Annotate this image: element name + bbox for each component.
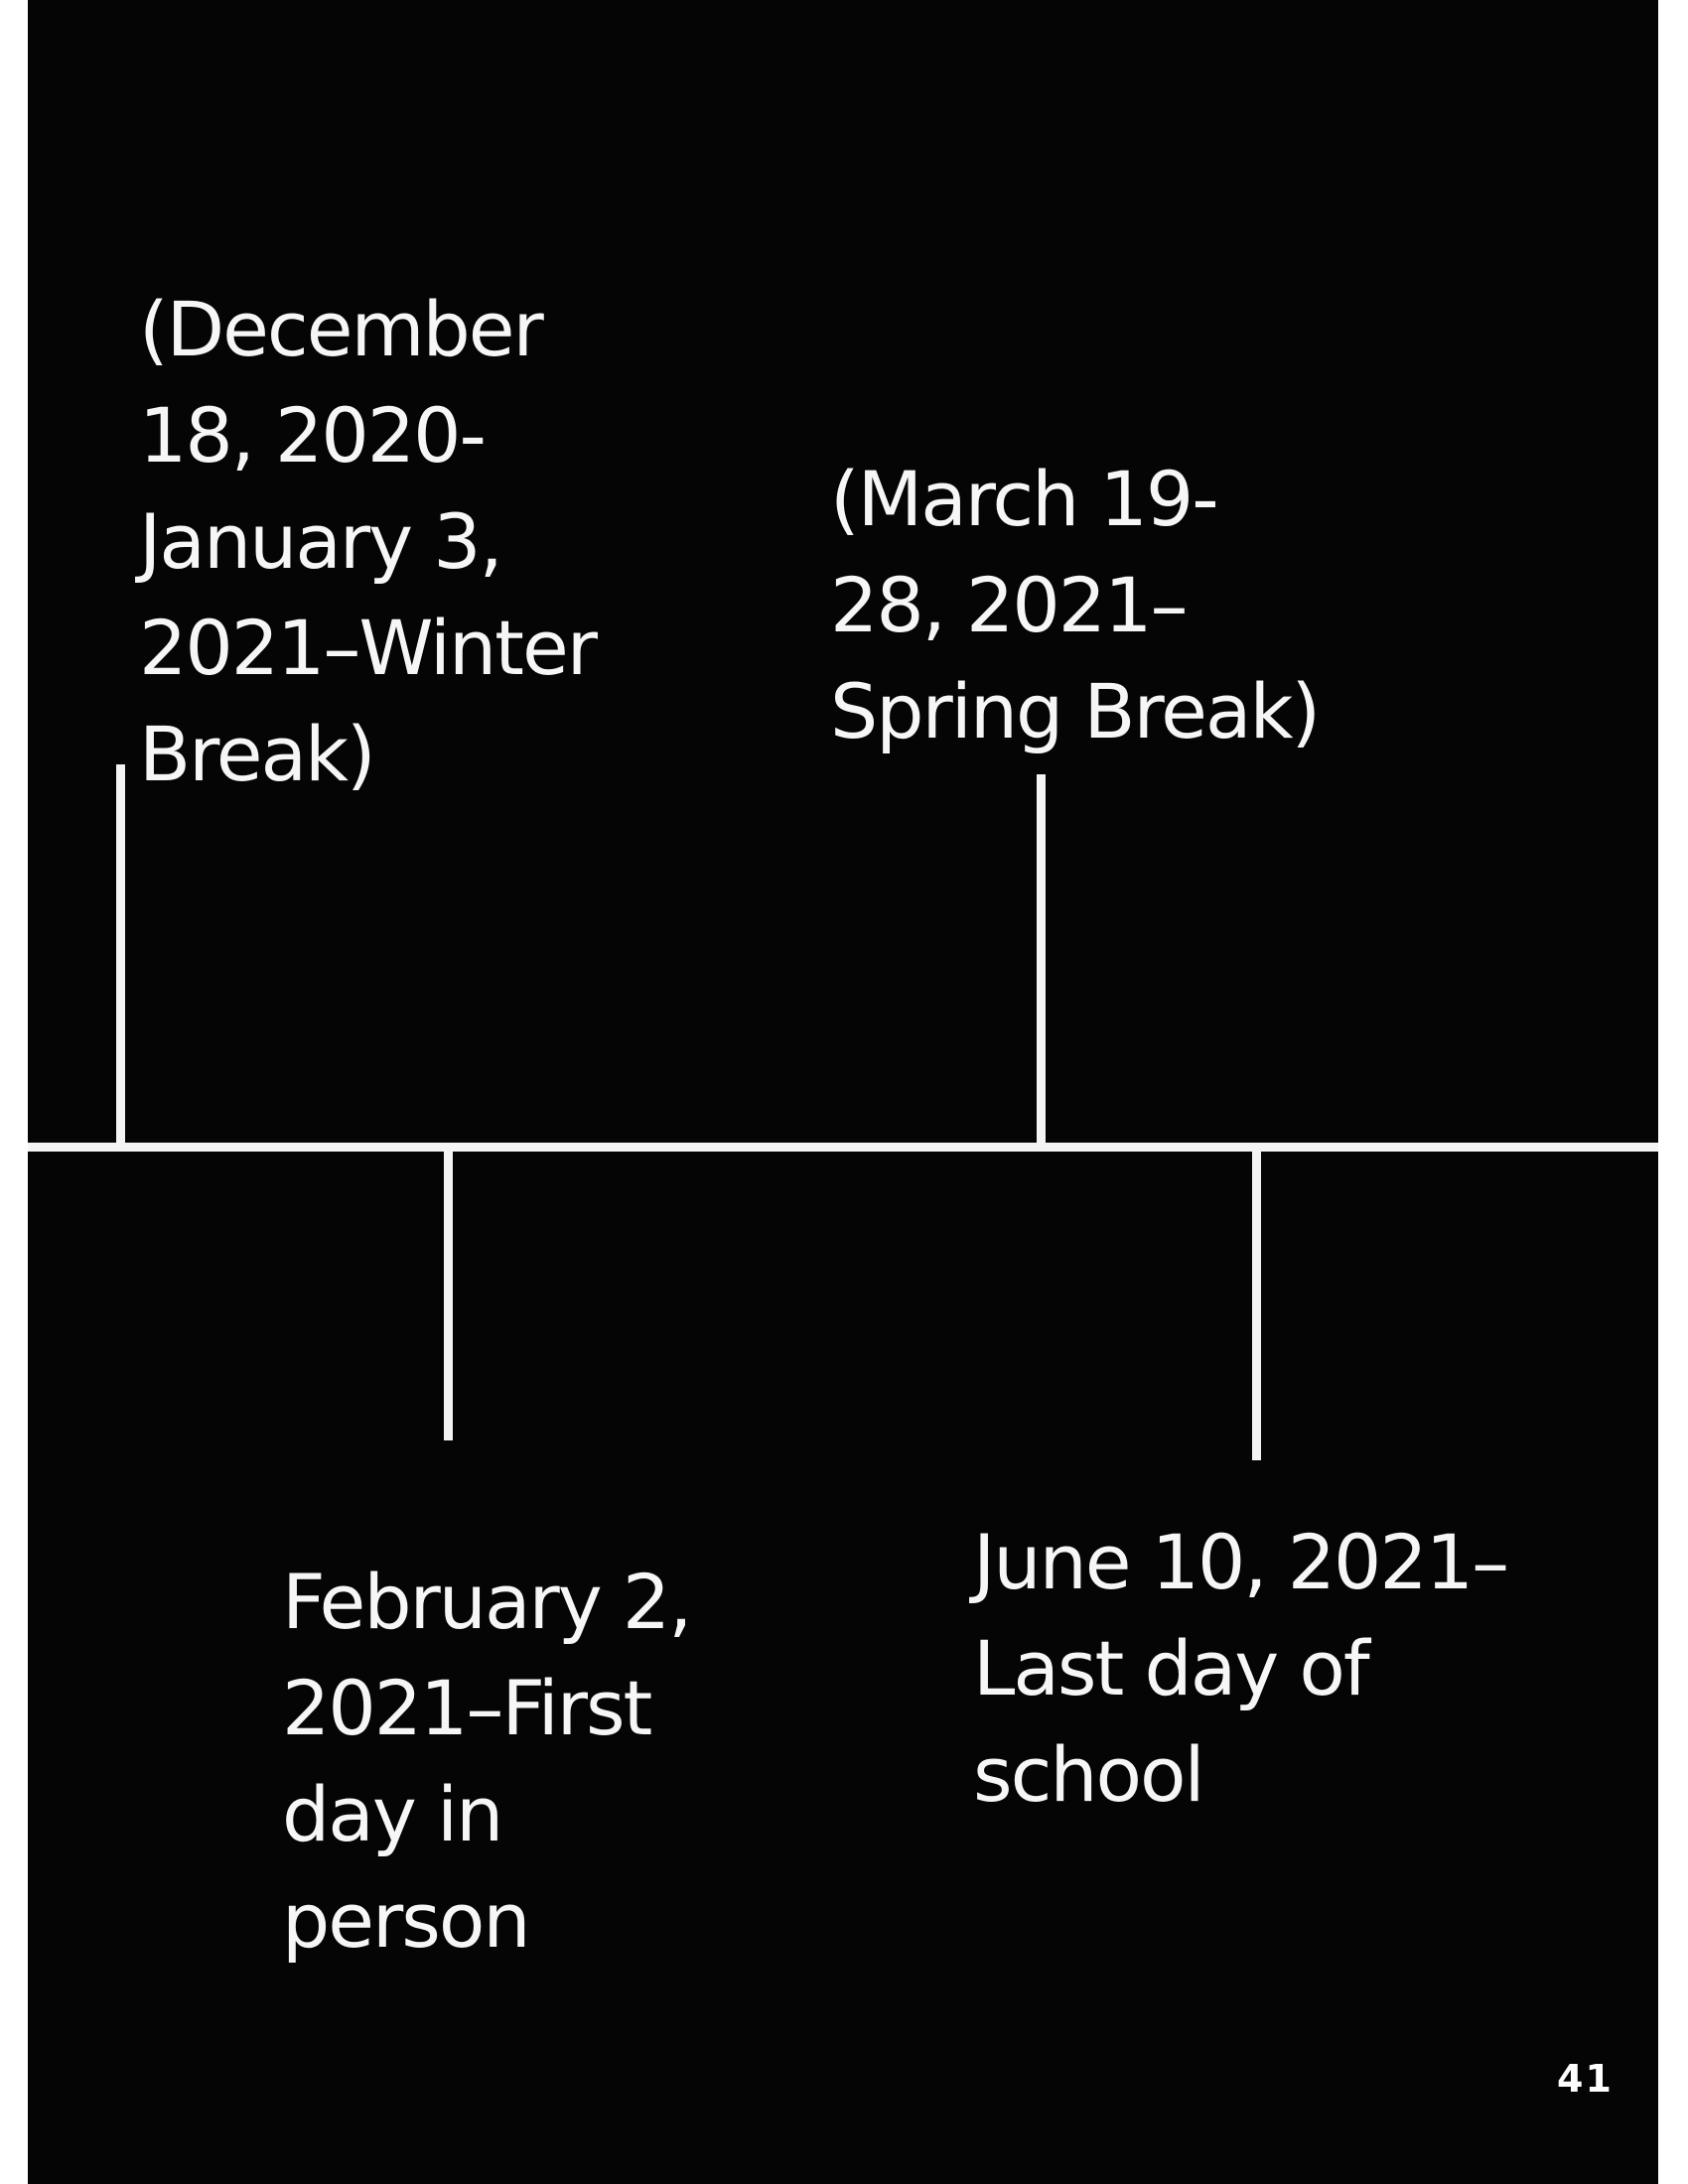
timeline-axis — [28, 1143, 1658, 1152]
timeline-tick-last-day-of-school — [1252, 1143, 1261, 1460]
event-label-line: school — [973, 1730, 1203, 1819]
event-label-line: Spring Break) — [830, 667, 1320, 755]
event-label-line: Last day of — [973, 1624, 1368, 1712]
event-label-first-day-in-person — [282, 1549, 690, 1974]
timeline-tick-first-day-in-person — [444, 1143, 453, 1440]
event-label-line: February 2, — [282, 1558, 691, 1646]
event-label-line: (March 19- — [830, 455, 1217, 543]
page-number: 41 — [1557, 2057, 1614, 2101]
event-label-line: 2021–Winter — [139, 604, 596, 692]
event-label-line: January 3, — [139, 497, 501, 586]
event-label-line: (December — [139, 285, 542, 373]
event-label-line: June 10, 2021– — [973, 1518, 1508, 1606]
event-label-line: Break) — [139, 710, 374, 798]
yearbook-page — [28, 0, 1658, 2184]
event-label-winter-break — [139, 276, 596, 807]
event-label-line: person — [282, 1876, 529, 1965]
event-label-spring-break — [830, 446, 1319, 764]
timeline-tick-winter-break — [116, 764, 125, 1152]
event-label-line: 2021–First — [282, 1664, 651, 1752]
timeline-tick-spring-break — [1037, 774, 1046, 1152]
event-label-line: day in — [282, 1770, 502, 1858]
event-label-last-day-of-school — [973, 1509, 1507, 1828]
event-label-line: 18, 2020- — [139, 391, 485, 479]
event-label-line: 28, 2021– — [830, 561, 1187, 649]
